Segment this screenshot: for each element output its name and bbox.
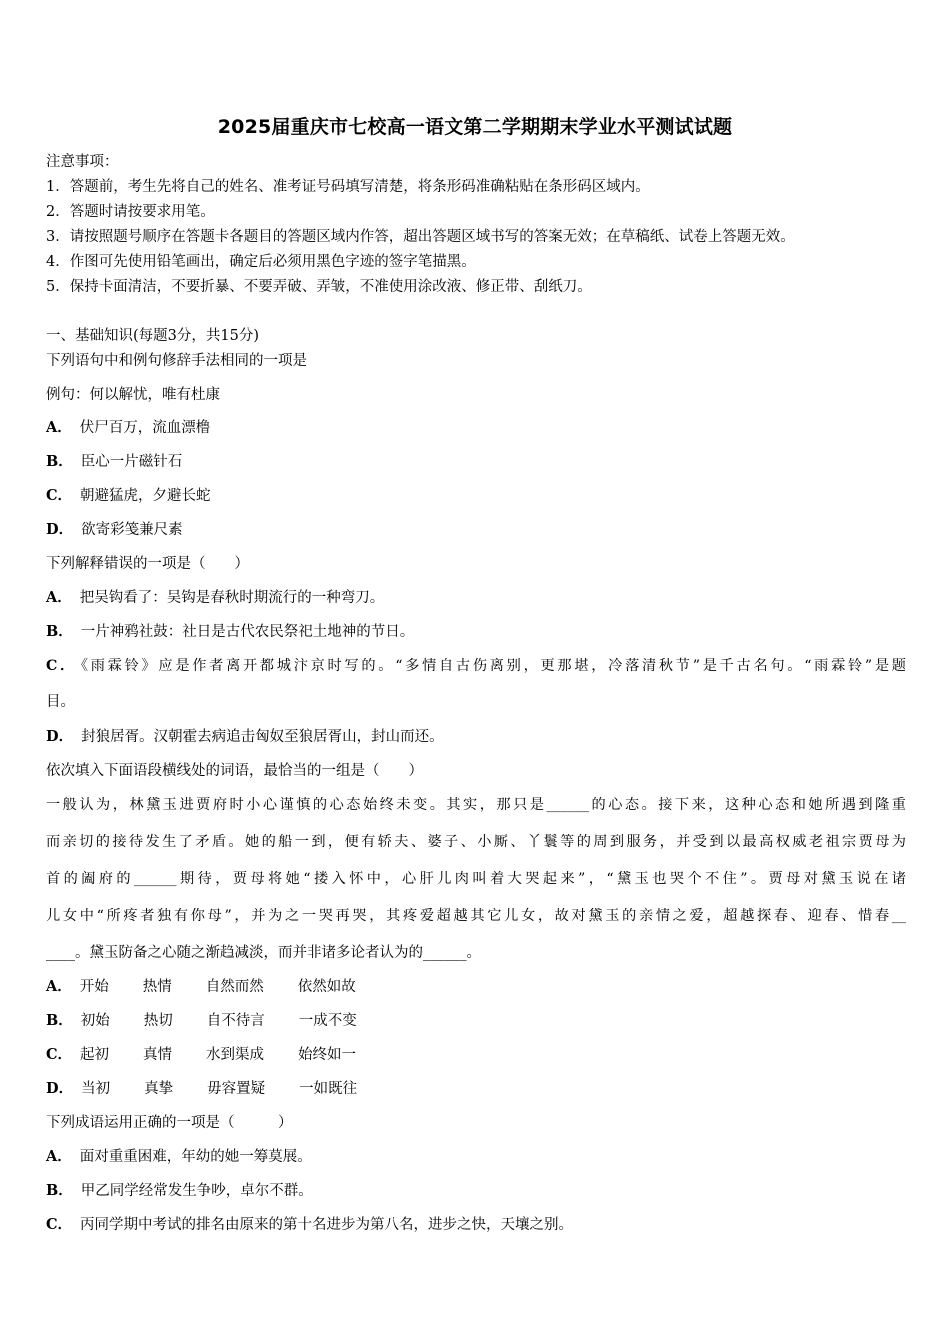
q3-stem: 依次填入下面语段横线处的词语，最恰当的一组是（ ） [46,763,423,779]
option-text: 把吴钩看了：吴钩是春秋时期流行的一种弯刀。 [79,590,385,606]
option-label: B． [46,1012,73,1029]
section-heading: 一、基础知识(每题3分，共15分) [46,328,259,344]
option-label: D． [46,521,74,538]
option-label: A． [46,419,72,436]
option-label: C． [46,658,77,674]
option-text: 甲乙同学经常发生争吵，卓尔不群。 [80,1183,313,1199]
q4-stem: 下列成语运用正确的一项是（ ） [46,1115,293,1131]
option-word: 自不待言 [206,1013,265,1029]
q1-option-d [46,520,183,540]
q4-option-b [46,1181,313,1201]
q3-passage-line: 一般认为，林黛玉进贾府时小心谨慎的心态始终未变。其实，那只是______的心态。接下来，这种心态和她所遇到隆重 [46,797,906,813]
q3-passage-line: ____。黛玉防备之心随之渐趋减淡，而并非诸多论者认为的______。 [46,945,481,961]
notice-item-4: 4．作图可先使用铅笔画出，确定后必须用黑色字迹的签字笔描黑。 [46,254,476,270]
option-word: 真挚 [144,1081,174,1097]
q1-option-a [46,418,210,438]
option-word: 当初 [81,1081,111,1097]
notice-item-5: 5．保持卡面清洁，不要折暴、不要弄破、弄皱，不准使用涂改液、修正带、刮纸刀。 [46,279,592,295]
option-word: 热情 [142,979,172,995]
option-word: 一如既往 [299,1081,358,1097]
q2-option-d [46,727,444,747]
option-text: 朝避猛虎，夕避长蛇 [80,488,211,504]
q1-option-c [46,486,211,506]
option-word: 真情 [143,1047,173,1063]
q4-option-c [46,1215,573,1235]
option-label: B． [46,1182,73,1199]
option-text: 面对重重困难，年幼的她一筹莫展。 [79,1149,312,1165]
option-label: B． [46,453,73,470]
option-text: 欲寄彩笺兼尺素 [81,522,183,538]
option-word: 起初 [80,1047,110,1063]
q1-stem: 下列语句中和例句修辞手法相同的一项是 [46,353,307,369]
q3-passage-line: 首的阖府的______期待，贾母将她“搂入怀中，心肝儿肉叫着大哭起来”，“黛玉也哭个不住”。贾母对黛玉说在诸 [46,871,906,887]
option-word: 自然而然 [205,979,264,995]
notice-item-1: 1．答题前，考生先将自己的姓名、准考证号码填写清楚，将条形码准确粘贴在条形码区域内。 [46,179,650,195]
q1-example: 例句：何以解忧，唯有杜康 [46,387,220,403]
notice-heading: 注意事项： [46,154,119,170]
option-label: C． [46,1046,73,1063]
option-label: D． [46,728,74,745]
option-text: 臣心一片磁针石 [80,454,183,470]
option-word: 一成不变 [298,1013,357,1029]
option-word: 热切 [143,1013,173,1029]
q3-passage-line: 而亲切的接待发生了矛盾。她的船一到，便有轿夫、婆子、小厮、丫鬟等的周到服务，并受到以最高权威老祖宗贾母为 [46,834,906,850]
option-label: C． [46,487,73,504]
q3-option-d [46,1079,357,1099]
q2-option-c-continued: 目。 [46,694,75,710]
option-label: B． [46,623,73,640]
notice-item-3: 3．请按照题号顺序在答题卡各题目的答题区域内作答，超出答题区域书写的答案无效；在草稿纸、试卷上答题无效。 [46,229,795,245]
q2-option-a [46,588,384,608]
q3-option-b [46,1011,357,1031]
option-text: 封狼居胥。汉朝霍去病追击匈奴至狼居胥山，封山而还。 [81,729,444,745]
q3-option-a [46,977,356,997]
q4-option-a [46,1147,312,1167]
option-word: 初始 [80,1013,110,1029]
option-label: A． [46,1148,72,1165]
option-word: 水到渠成 [206,1047,265,1063]
exam-title: 2025届重庆市七校高一语文第二学期期末学业水平测试试题 [217,116,733,138]
option-text: 一片神鸦社鼓：社日是古代农民祭祀土地神的节日。 [80,624,415,640]
q3-passage-line: 儿女中“所疼者独有你母”，并为之一哭再哭，其疼爱超越其它儿女，故对黛玉的亲情之爱，超越探春、迎春、惜春__ [46,908,906,924]
option-label: C． [46,1216,73,1233]
q2-stem: 下列解释错误的一项是（ ） [46,556,249,572]
option-word: 毋容置疑 [207,1081,266,1097]
option-text: 丙同学期中考试的排名由原来的第十名进步为第八名，进步之快，天壤之别。 [80,1217,574,1233]
q2-option-c [46,656,906,676]
notice-item-2: 2．答题时请按要求用笔。 [46,204,215,220]
option-word: 依然如故 [297,979,356,995]
option-label: A． [46,978,72,995]
q3-option-c [46,1045,356,1065]
option-word: 始终如一 [298,1047,357,1063]
option-label: D． [46,1080,74,1097]
q2-option-b [46,622,414,642]
option-label: A． [46,589,72,606]
option-text: 伏尸百万，流血漂橹 [79,420,211,436]
q1-option-b [46,452,182,472]
option-word: 开始 [79,979,109,995]
option-text-line-1: 《雨霖铃》应是作者离开都城汴京时写的。“多情自古伤离别，更那堪，冷落清秋节”是千古名句。“雨霖铃”是题 [80,658,906,674]
